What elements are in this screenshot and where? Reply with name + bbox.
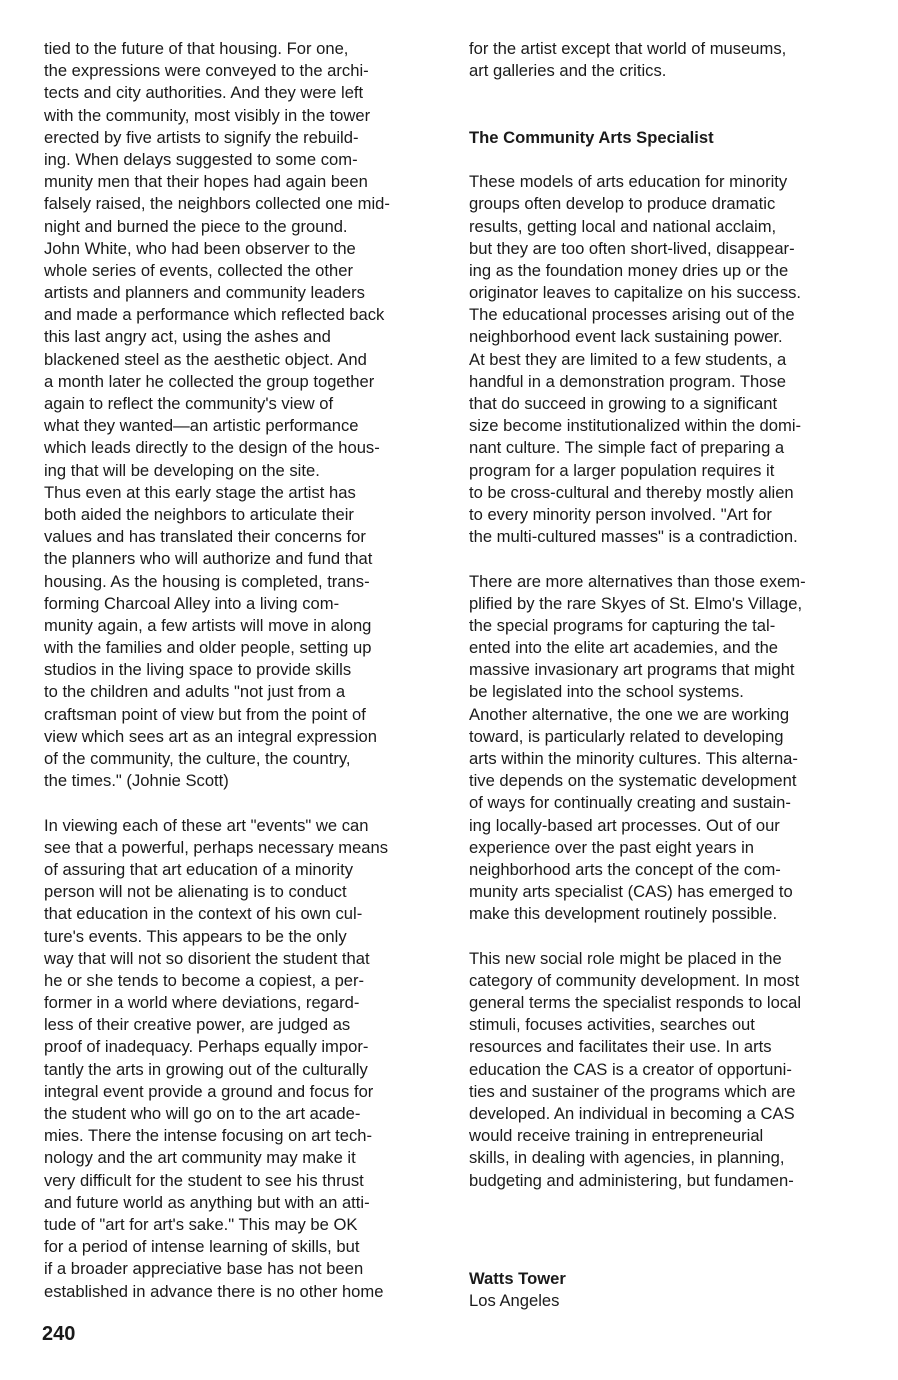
text-line: ing. When delays suggested to some com- xyxy=(44,149,358,169)
text-line: munity arts specialist (CAS) has emerged to xyxy=(469,882,793,902)
text-line: arts within the minority cultures. This alterna- xyxy=(469,749,798,768)
text-line: whole series of events, collected the other xyxy=(44,260,354,280)
text-line: which leads directly to the design of the hous- xyxy=(44,438,380,458)
text-line: general terms the specialist responds to local xyxy=(469,993,802,1013)
text-line: erected by five artists to signify the rebuild- xyxy=(44,127,359,147)
text-line: munity men that their hopes had again been xyxy=(44,172,368,192)
text-line: the expressions were conveyed to the archi- xyxy=(44,61,369,81)
text-line: massive invasionary art programs that might xyxy=(469,660,795,680)
right-paragraph-4 xyxy=(469,948,869,1192)
section-heading: The Community Arts Specialist xyxy=(469,127,714,147)
left-paragraph-2 xyxy=(44,815,444,1303)
text-line: There are more alternatives than those exem- xyxy=(469,571,806,591)
text-line: craftsman point of view but from the point of xyxy=(44,704,366,724)
figure-caption xyxy=(469,1268,566,1312)
text-line: artists and planners and community leaders xyxy=(44,283,365,303)
text-line: These models of arts education for minority xyxy=(469,172,788,192)
text-line: neighborhood arts the concept of the com- xyxy=(469,859,781,879)
text-line: falsely raised, the neighbors collected one mid- xyxy=(44,194,390,214)
text-line: this last angry act, using the ashes and xyxy=(44,327,331,347)
right-paragraph-2 xyxy=(469,171,869,548)
text-line: view which sees art as an integral expression xyxy=(44,726,377,746)
text-line: and made a performance which reflected back xyxy=(44,305,385,325)
text-line: originator leaves to capitalize on his success. xyxy=(469,283,802,303)
text-line: category of community development. In most xyxy=(469,970,800,990)
text-line: size become institutionalized within the domi- xyxy=(469,416,802,436)
text-line: values and has translated their concerns for xyxy=(44,527,366,547)
caption-place: Los Angeles xyxy=(469,1291,560,1311)
text-line: experience over the past eight years in xyxy=(469,837,755,857)
text-line: studios in the living space to provide skills xyxy=(44,660,352,680)
text-line: munity again, a few artists will move in along xyxy=(44,615,372,635)
text-line: the special programs for capturing the tal- xyxy=(469,615,776,635)
text-line: for a period of intense learning of skills, but xyxy=(44,1237,360,1257)
text-line: if a broader appreciative base has not been xyxy=(44,1259,364,1279)
text-line: to the children and adults "not just from a xyxy=(44,682,346,702)
text-line: night and burned the piece to the ground. xyxy=(44,216,348,236)
text-line: The educational processes arising out of the xyxy=(469,305,795,325)
paragraph-gap xyxy=(44,792,444,814)
text-line: that do succeed in growing to a significant xyxy=(469,394,778,413)
text-line: way that will not so disorient the student that xyxy=(44,948,370,968)
paragraph-gap xyxy=(469,548,869,570)
paragraph-gap xyxy=(469,149,869,171)
text-line: mies. There the intense focusing on art tech- xyxy=(44,1126,373,1146)
text-line: ented into the elite art academies, and the xyxy=(469,638,779,658)
text-line: At best they are limited to a few students, a xyxy=(469,349,787,369)
text-line: tied to the future of that housing. For one, xyxy=(44,39,349,58)
text-line: tantly the arts in growing out of the culturally xyxy=(44,1059,368,1079)
text-line: forming Charcoal Alley into a living com- xyxy=(44,593,340,613)
text-line: the multi-cultured masses" is a contradiction. xyxy=(469,527,798,547)
text-line: of the community, the culture, the country, xyxy=(44,749,351,768)
text-line: for the artist except that world of museums, xyxy=(469,39,787,58)
text-line: make this development routinely possible. xyxy=(469,904,778,924)
text-line: program for a larger population requires it xyxy=(469,460,775,480)
text-line: education the CAS is a creator of opportuni- xyxy=(469,1059,792,1079)
text-line: to be cross-cultural and thereby mostly alien xyxy=(469,482,794,502)
text-line: handful in a demonstration program. Those xyxy=(469,371,787,391)
text-line: but they are too often short-lived, disappear- xyxy=(469,238,795,258)
text-line: ing that will be developing on the site. xyxy=(44,460,320,480)
text-line: both aided the neighbors to articulate their xyxy=(44,504,354,524)
text-line: stimuli, focuses activities, searches out xyxy=(469,1015,755,1035)
text-line: ing locally-based art processes. Out of our xyxy=(469,815,780,835)
text-line: Thus even at this early stage the artist has xyxy=(44,482,356,502)
text-line: toward, is particularly related to developing xyxy=(469,726,784,746)
text-line: again to reflect the community's view of xyxy=(44,394,334,413)
text-line: and future world as anything but with an atti- xyxy=(44,1192,370,1212)
text-line: ture's events. This appears to be the only xyxy=(44,926,347,946)
text-line: of assuring that art education of a minority xyxy=(44,859,353,879)
text-line: see that a powerful, perhaps necessary means xyxy=(44,837,389,857)
text-line: the times." (Johnie Scott) xyxy=(44,771,229,791)
text-line: with the families and older people, setting up xyxy=(44,638,372,658)
text-line: the student who will go on to the art acade- xyxy=(44,1104,361,1123)
right-column xyxy=(469,38,869,1192)
text-line: the planners who will authorize and fund that xyxy=(44,549,373,569)
text-line: Another alternative, the one we are working xyxy=(469,704,790,724)
left-paragraph-1 xyxy=(44,38,444,792)
text-line: he or she tends to become a copiest, a per- xyxy=(44,970,365,990)
text-line: skills, in dealing with agencies, in planning, xyxy=(469,1148,785,1168)
text-line: that education in the context of his own cul- xyxy=(44,904,363,924)
text-line: housing. As the housing is completed, trans- xyxy=(44,571,370,591)
text-line: groups often develop to produce dramatic xyxy=(469,194,776,214)
paragraph-gap xyxy=(469,105,869,127)
text-line: ties and sustainer of the programs which are xyxy=(469,1081,796,1101)
text-line: what they wanted—an artistic performance xyxy=(44,416,359,436)
text-line: John White, who had been observer to the xyxy=(44,238,356,258)
paragraph-gap xyxy=(469,926,869,948)
text-line: be legislated into the school systems. xyxy=(469,682,744,702)
paragraph-gap xyxy=(469,82,869,104)
text-line: neighborhood event lack sustaining power. xyxy=(469,327,783,347)
text-line: This new social role might be placed in the xyxy=(469,948,782,968)
text-line: established in advance there is no other home xyxy=(44,1281,384,1301)
text-line: results, getting local and national acclaim, xyxy=(469,216,777,236)
text-line: blackened steel as the aesthetic object. And xyxy=(44,349,367,369)
text-line: with the community, most visibly in the tower xyxy=(44,105,371,125)
right-paragraph-1 xyxy=(469,38,869,82)
text-line: would receive training in entrepreneurial xyxy=(469,1126,764,1146)
text-line: art galleries and the critics. xyxy=(469,61,667,81)
text-line: to every minority person involved. "Art for xyxy=(469,504,772,524)
text-line: developed. An individual in becoming a CAS xyxy=(469,1104,795,1123)
text-line: tive depends on the systematic development xyxy=(469,771,797,791)
text-line: person will not be alienating is to conduct xyxy=(44,882,347,902)
right-paragraph-3 xyxy=(469,571,869,926)
text-line: plified by the rare Skyes of St. Elmo's Village, xyxy=(469,593,803,613)
text-line: budgeting and administering, but fundamen- xyxy=(469,1170,794,1190)
text-line: less of their creative power, are judged as xyxy=(44,1015,351,1035)
caption-title: Watts Tower xyxy=(469,1269,566,1288)
text-line: ing as the foundation money dries up or the xyxy=(469,260,789,280)
left-column xyxy=(44,38,444,1303)
text-line: nology and the art community may make it xyxy=(44,1148,356,1168)
text-line: proof of inadequacy. Perhaps equally impor- xyxy=(44,1037,369,1057)
text-line: very difficult for the student to see his thrust xyxy=(44,1170,364,1190)
text-line: integral event provide a ground and focus for xyxy=(44,1081,374,1101)
text-line: tects and city authorities. And they were left xyxy=(44,83,364,103)
page-number: 240 xyxy=(42,1323,76,1345)
text-line: resources and facilitates their use. In arts xyxy=(469,1037,772,1057)
text-line: a month later he collected the group together xyxy=(44,371,375,391)
text-line: of ways for continually creating and sustain- xyxy=(469,793,791,813)
text-line: In viewing each of these art "events" we can xyxy=(44,815,369,835)
text-line: nant culture. The simple fact of preparing a xyxy=(469,438,785,458)
text-line: former in a world where deviations, regard- xyxy=(44,993,360,1013)
text-line: tude of "art for art's sake." This may be OK xyxy=(44,1214,358,1234)
